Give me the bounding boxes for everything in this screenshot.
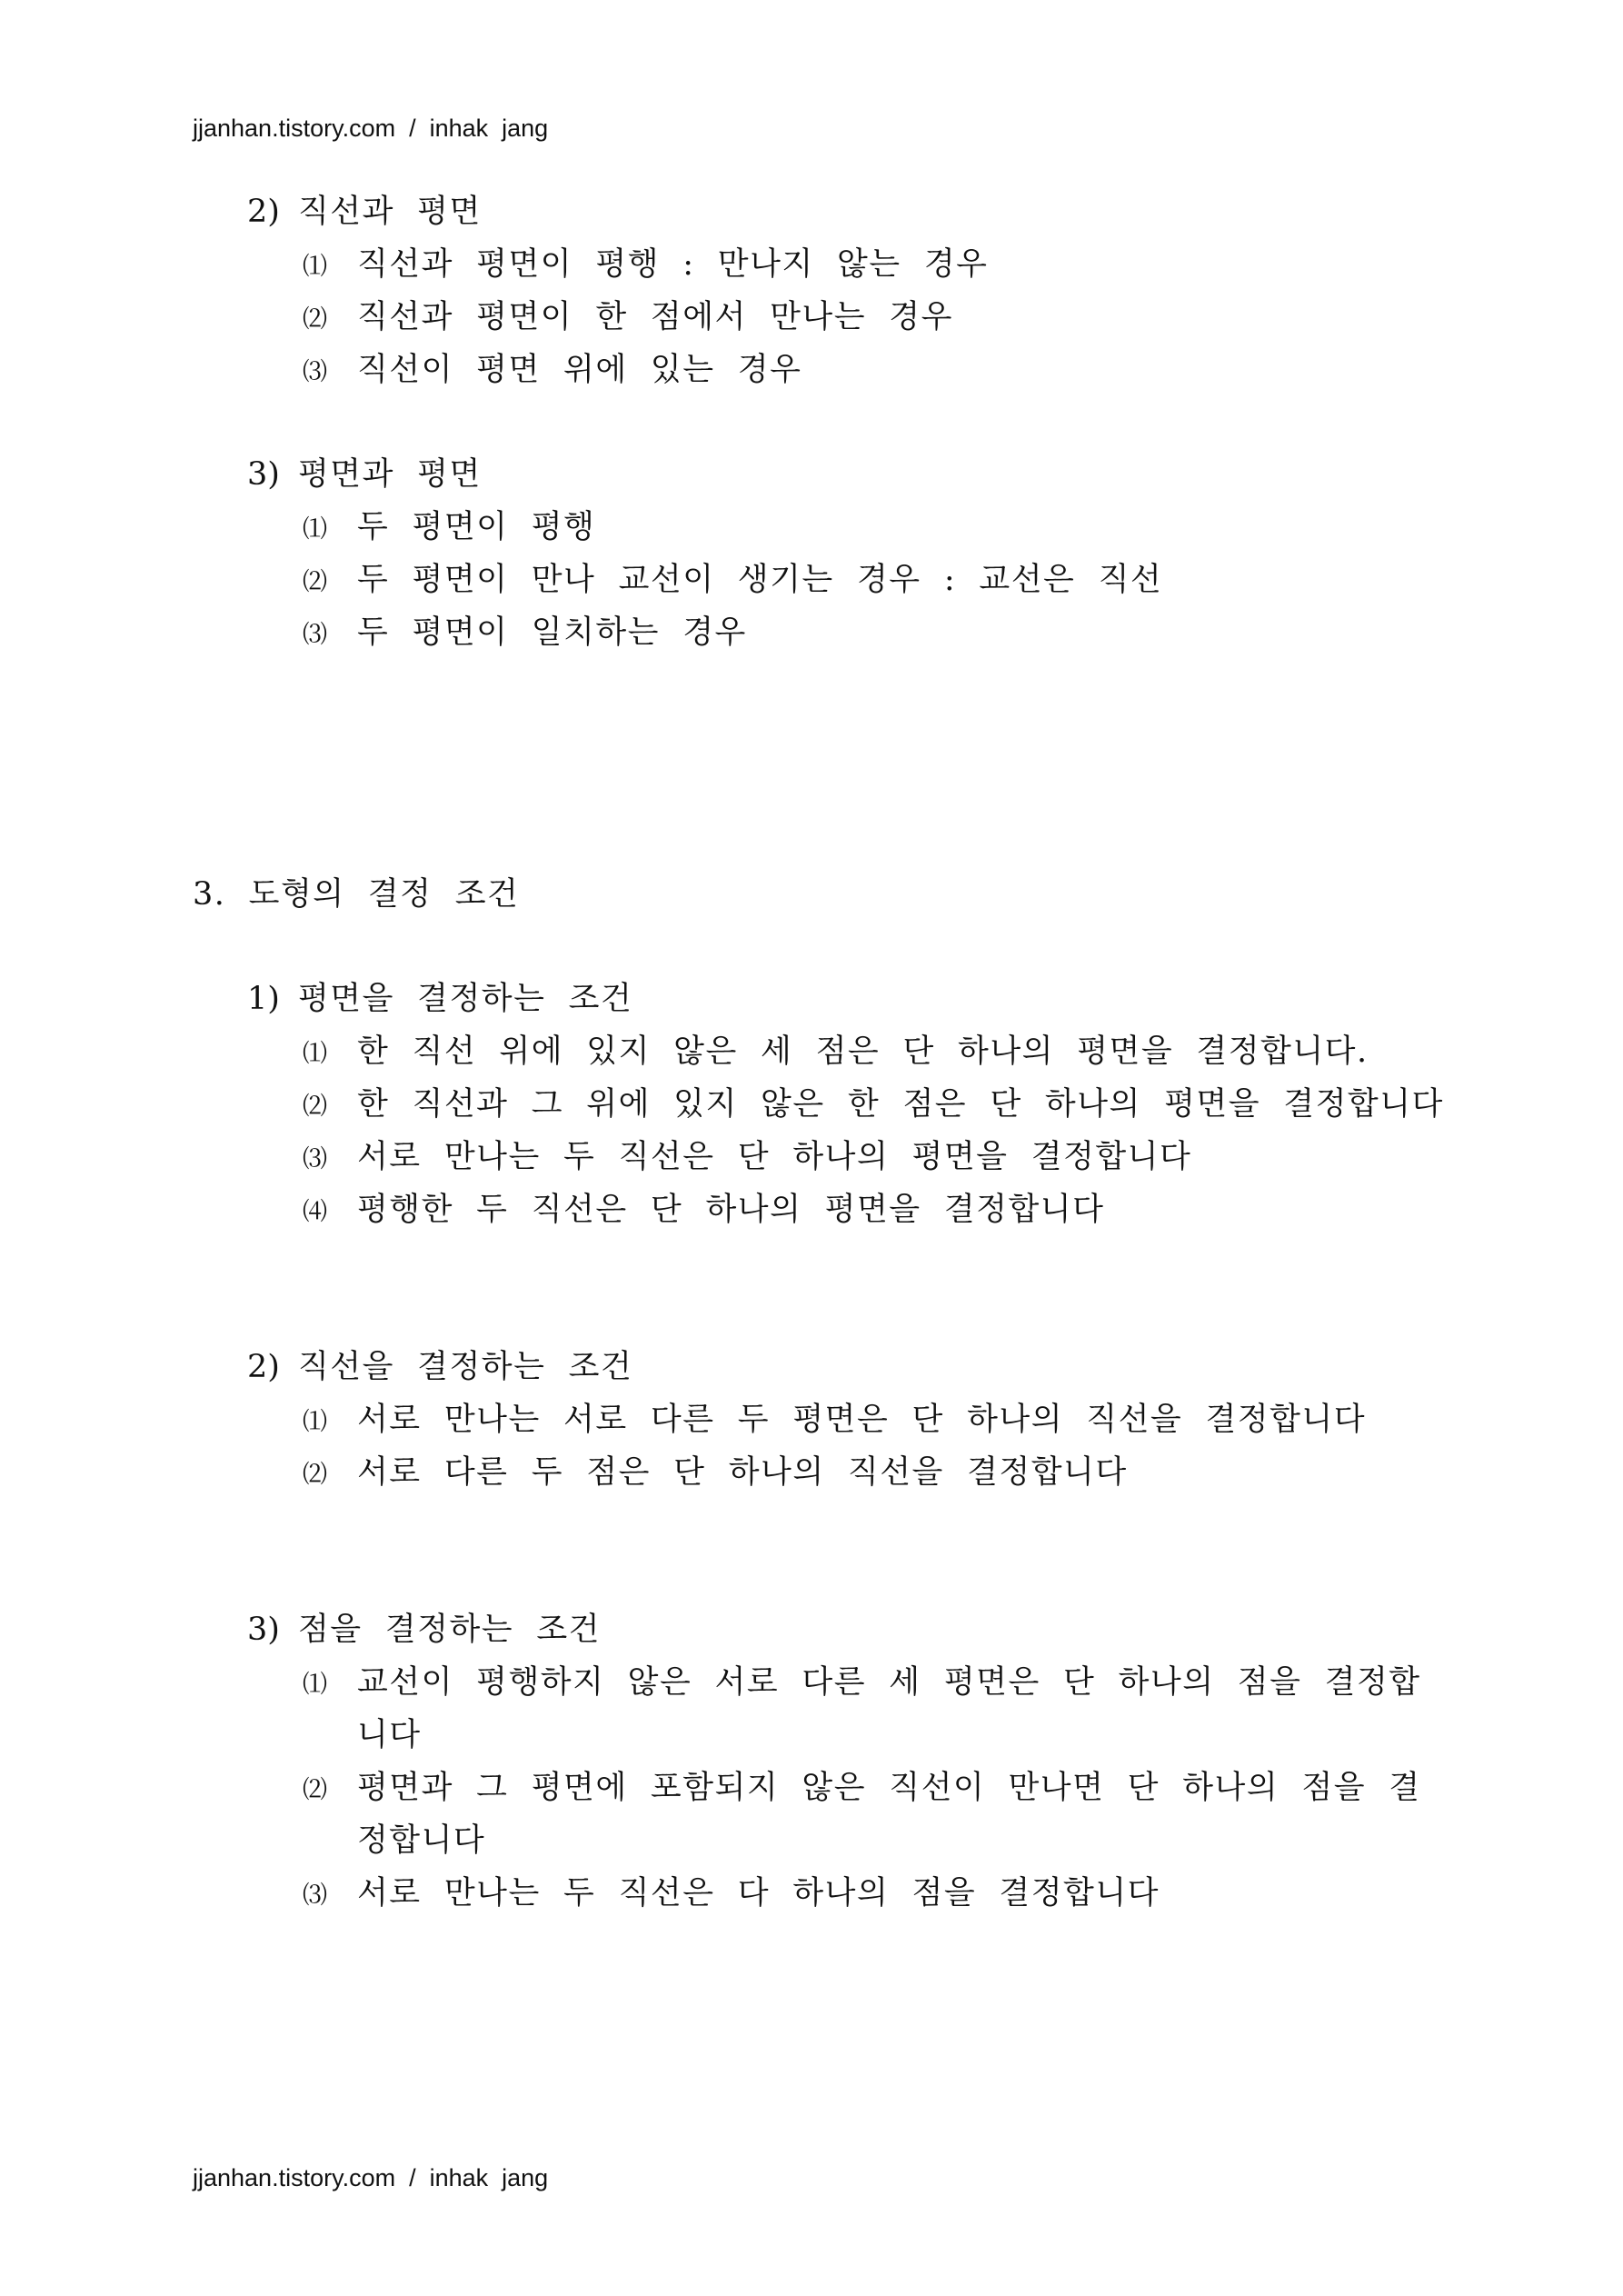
list-item bbox=[303, 1033, 1369, 1070]
item-number: ⑵ bbox=[303, 1776, 327, 1804]
section-title: 점을 결정하는 조건 bbox=[298, 1612, 601, 1648]
page-footer: jjanhan.tistory.com / inhak jang bbox=[193, 2164, 549, 2191]
list-item bbox=[303, 1139, 1192, 1175]
item-number: ⑶ bbox=[303, 621, 327, 649]
item-number: ⑴ bbox=[303, 253, 327, 281]
item-number: ⑴ bbox=[303, 515, 327, 544]
item-text: 두 평면이 만나 교선이 생기는 경우 : 교선은 직선 bbox=[357, 562, 1163, 598]
item-text: 두 평면이 일치하는 경우 bbox=[357, 614, 747, 651]
item-text: 서로 만나는 두 직선은 다 하나의 점을 결정합니다 bbox=[357, 1875, 1160, 1912]
item-number: ⑷ bbox=[303, 1198, 327, 1226]
item-text: 교선이 평행하지 않은 서로 다른 세 평면은 단 하나의 점을 결정합 bbox=[357, 1664, 1421, 1701]
section-number: 3) bbox=[247, 1612, 280, 1648]
section-heading-line-plane bbox=[247, 196, 482, 228]
item-number: ⑴ bbox=[303, 1040, 327, 1068]
section-title: 평면을 결정하는 조건 bbox=[298, 981, 633, 1017]
item-number: ⑴ bbox=[303, 1671, 327, 1699]
section-number: 2) bbox=[247, 194, 280, 230]
list-item bbox=[303, 509, 596, 545]
chapter-heading: 3. 도형의 결정 조건 bbox=[193, 876, 520, 913]
list-item bbox=[303, 1664, 1421, 1701]
item-text: 두 평면이 평행 bbox=[357, 509, 596, 545]
list-item bbox=[303, 246, 989, 283]
item-text: 평면과 그 평면에 포함되지 않은 직선이 만나면 단 하나의 점을 결 bbox=[357, 1770, 1421, 1806]
item-text: 한 직선과 그 위에 있지 않은 한 점은 단 하나의 평면을 결정합니다 bbox=[357, 1086, 1444, 1123]
section-number: 3) bbox=[247, 456, 280, 493]
item-number: ⑵ bbox=[303, 568, 327, 596]
list-item bbox=[303, 1772, 1421, 1804]
list-item bbox=[303, 1875, 1160, 1912]
list-item bbox=[303, 354, 802, 386]
list-item bbox=[303, 614, 747, 651]
list-item bbox=[303, 1404, 1366, 1436]
section-title: 직선과 평면 bbox=[298, 194, 482, 230]
page-header: jjanhan.tistory.com / inhak jang bbox=[193, 115, 549, 142]
list-item-continuation: 니다 bbox=[357, 1717, 422, 1753]
section-heading-plane-plane bbox=[247, 456, 482, 493]
item-text: 한 직선 위에 있지 않은 세 점은 단 하나의 평면을 결정합니다. bbox=[357, 1033, 1369, 1070]
item-text: 평행한 두 직선은 단 하나의 평면을 결정합니다 bbox=[357, 1192, 1105, 1228]
section-heading-plane-cond bbox=[247, 983, 632, 1015]
item-text: 직선이 평면 위에 있는 경우 bbox=[357, 352, 802, 388]
item-text: 직선과 평면이 한 점에서 만나는 경우 bbox=[357, 299, 953, 335]
item-text: 서로 만나는 두 직선은 단 하나의 평면을 결정합니다 bbox=[357, 1139, 1192, 1175]
item-number: ⑵ bbox=[303, 1461, 327, 1489]
list-item bbox=[303, 564, 1162, 596]
item-number: ⑵ bbox=[303, 305, 327, 334]
item-number: ⑶ bbox=[303, 358, 327, 386]
item-text: 서로 만나는 서로 다른 두 평면은 단 하나의 직선을 결정합니다 bbox=[357, 1402, 1367, 1438]
item-text: 직선과 평면이 평행 : 만나지 않는 경우 bbox=[357, 246, 989, 283]
list-item bbox=[303, 1454, 1128, 1491]
item-text: 서로 다른 두 점은 단 하나의 직선을 결정합니다 bbox=[357, 1454, 1128, 1491]
section-heading-line-cond bbox=[247, 1349, 633, 1385]
list-item bbox=[303, 299, 953, 335]
section-title: 직선을 결정하는 조건 bbox=[298, 1349, 633, 1385]
item-number: ⑶ bbox=[303, 1145, 327, 1173]
section-number: 1) bbox=[247, 981, 280, 1017]
list-item bbox=[303, 1086, 1444, 1123]
section-title: 평면과 평면 bbox=[298, 456, 482, 493]
list-item-continuation: 정합니다 bbox=[357, 1822, 486, 1859]
item-number: ⑴ bbox=[303, 1408, 327, 1436]
section-heading-point-cond bbox=[247, 1614, 601, 1646]
item-number: ⑵ bbox=[303, 1093, 327, 1121]
item-number: ⑶ bbox=[303, 1882, 327, 1910]
list-item bbox=[303, 1194, 1104, 1226]
section-number: 2) bbox=[247, 1349, 280, 1385]
